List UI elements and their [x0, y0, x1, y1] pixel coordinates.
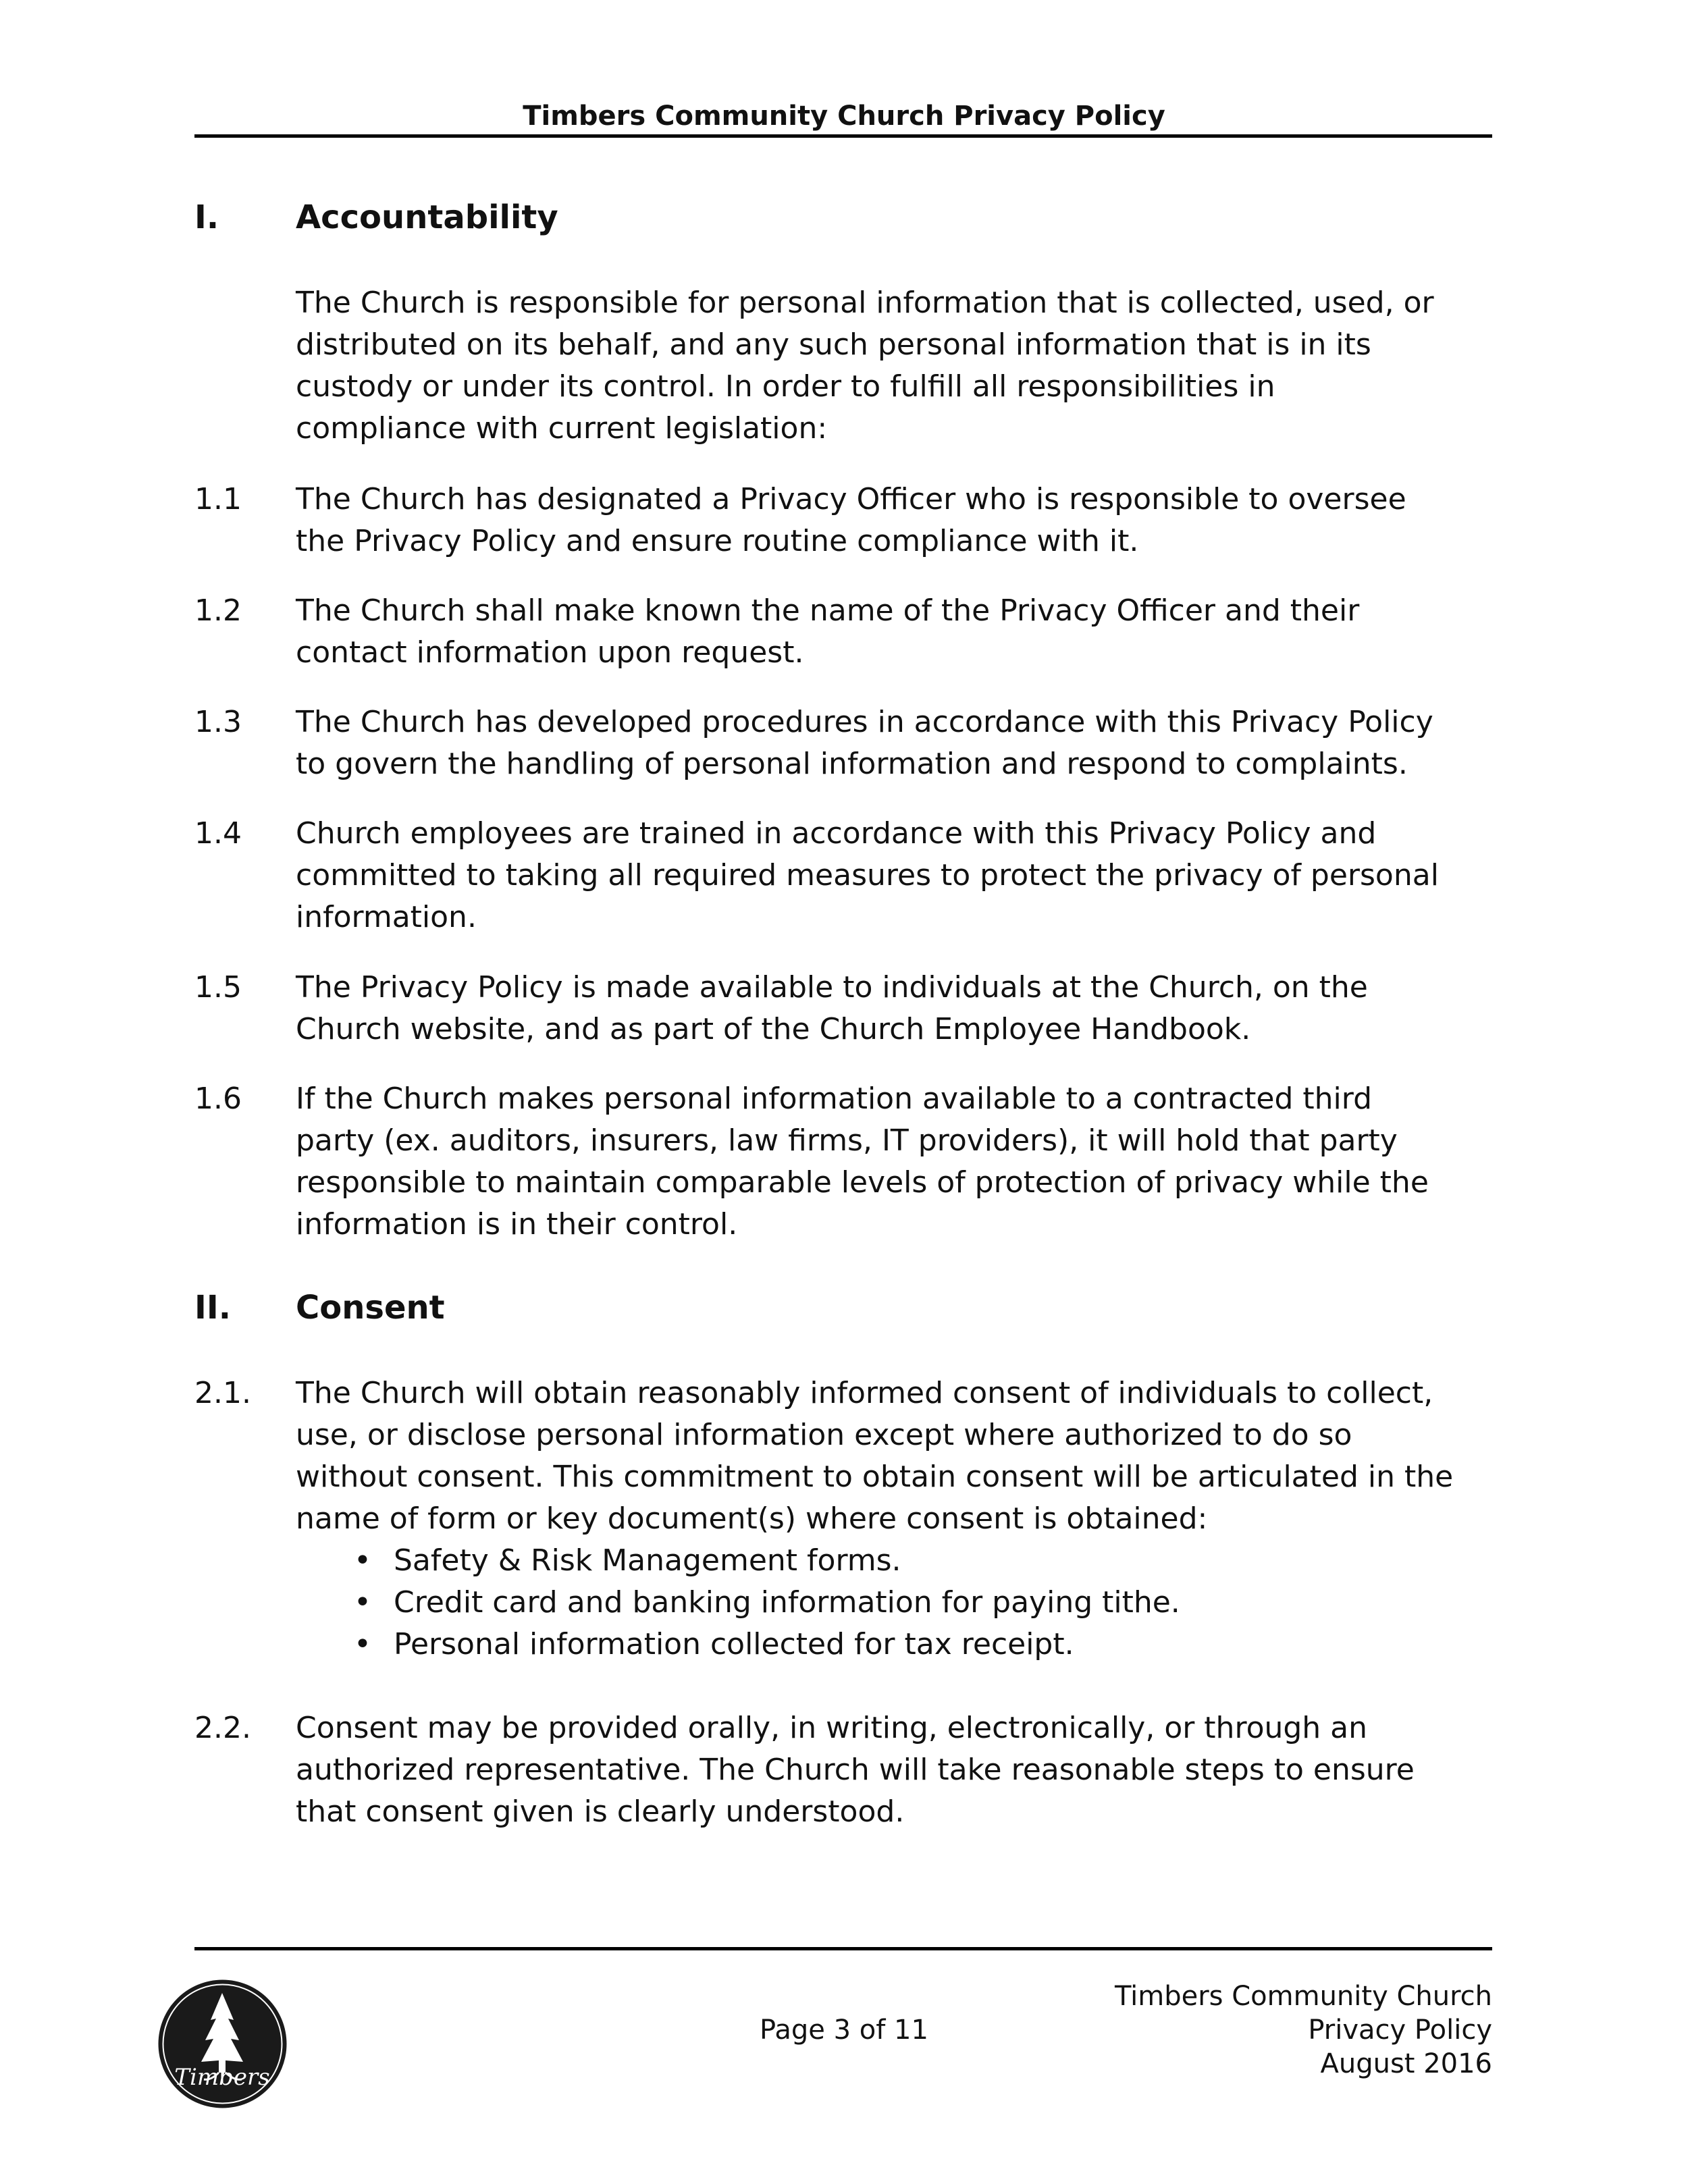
bullet-text: Safety & Risk Management forms. — [394, 1543, 901, 1578]
svg-text:Timbers: Timbers — [174, 2064, 270, 2091]
text-line: authorized representative. The Church will take reasonable steps to ensure — [296, 1753, 1415, 1787]
text-line: information. — [296, 900, 477, 934]
item-text — [296, 1078, 1491, 1246]
footer-doc: Privacy Policy — [1308, 2015, 1492, 2046]
text-line: The Church is responsible for personal information that is collected, used, or — [296, 286, 1434, 320]
text-line: compliance with current legislation: — [296, 411, 828, 446]
text-line: distributed on its behalf, and any such personal information that is in its — [296, 327, 1371, 362]
item-text — [296, 1707, 1491, 1833]
section-number: I. — [194, 198, 219, 236]
header-rule — [194, 134, 1492, 138]
text-line: contact information upon request. — [296, 635, 804, 670]
bullet-icon: • — [354, 1543, 371, 1578]
section-title: Consent — [296, 1289, 445, 1327]
item-text — [296, 701, 1491, 785]
item-text — [296, 813, 1491, 938]
text-line: Church employees are trained in accordance with this Privacy Policy and — [296, 816, 1377, 851]
item-number: 1.2 — [194, 593, 242, 628]
text-line: committed to taking all required measures to protect the privacy of personal — [296, 858, 1439, 893]
text-line: that consent given is clearly understood. — [296, 1794, 905, 1829]
text-line: party (ex. auditors, insurers, law firms, IT providers), it will hold that party — [296, 1123, 1398, 1158]
page-number: Page 3 of 11 — [760, 2015, 928, 2046]
text-line: The Church has designated a Privacy Officer who is responsible to oversee — [296, 482, 1406, 516]
item-number: 1.1 — [194, 482, 242, 516]
header-title: Timbers Community Church Privacy Policy — [523, 101, 1165, 132]
text-line: name of form or key document(s) where consent is obtained: — [296, 1501, 1208, 1536]
text-line: use, or disclose personal information except where authorized to do so — [296, 1418, 1352, 1452]
text-line: The Privacy Policy is made available to individuals at the Church, on the — [296, 970, 1368, 1005]
text-line: the Privacy Policy and ensure routine compliance with it. — [296, 524, 1139, 558]
text-line: Church website, and as part of the Church Employee Handbook. — [296, 1012, 1251, 1046]
text-line: The Church shall make known the name of the Privacy Officer and their — [296, 593, 1360, 628]
section-intro — [296, 282, 1491, 450]
footer-org: Timbers Community Church — [1114, 1981, 1492, 2012]
item-text — [296, 479, 1491, 562]
text-line: custody or under its control. In order to fulfill all responsibilities in — [296, 369, 1275, 404]
text-line: responsible to maintain comparable levels of protection of privacy while the — [296, 1165, 1429, 1200]
section-title: Accountability — [296, 198, 558, 236]
item-number: 1.4 — [194, 816, 242, 851]
item-text — [296, 1373, 1491, 1540]
item-number: 2.2. — [194, 1711, 251, 1745]
bullet-text: Credit card and banking information for paying tithe. — [394, 1585, 1180, 1620]
item-number: 1.5 — [194, 970, 242, 1005]
footer-date: August 2016 — [1320, 2048, 1492, 2079]
text-line: to govern the handling of personal information and respond to complaints. — [296, 747, 1408, 781]
item-text — [296, 590, 1491, 674]
item-number: 1.3 — [194, 705, 242, 739]
item-number: 1.6 — [194, 1082, 242, 1116]
item-text — [296, 967, 1491, 1050]
bullet-text: Personal information collected for tax receipt. — [394, 1627, 1074, 1661]
text-line: information is in their control. — [296, 1207, 738, 1242]
text-line: without consent. This commitment to obtain consent will be articulated in the — [296, 1460, 1454, 1494]
text-line: The Church will obtain reasonably informed consent of individuals to collect, — [296, 1376, 1433, 1410]
bullet-icon: • — [354, 1585, 371, 1620]
text-line: The Church has developed procedures in accordance with this Privacy Policy — [296, 705, 1433, 739]
bullet-icon: • — [354, 1627, 371, 1661]
footer-info — [1115, 1979, 1492, 2081]
section-number: II. — [194, 1289, 231, 1327]
text-line: If the Church makes personal information available to a contracted third — [296, 1082, 1373, 1116]
item-number: 2.1. — [194, 1376, 251, 1410]
text-line: Consent may be provided orally, in writing, electronically, or through an — [296, 1711, 1368, 1745]
footer-rule — [194, 1947, 1492, 1950]
